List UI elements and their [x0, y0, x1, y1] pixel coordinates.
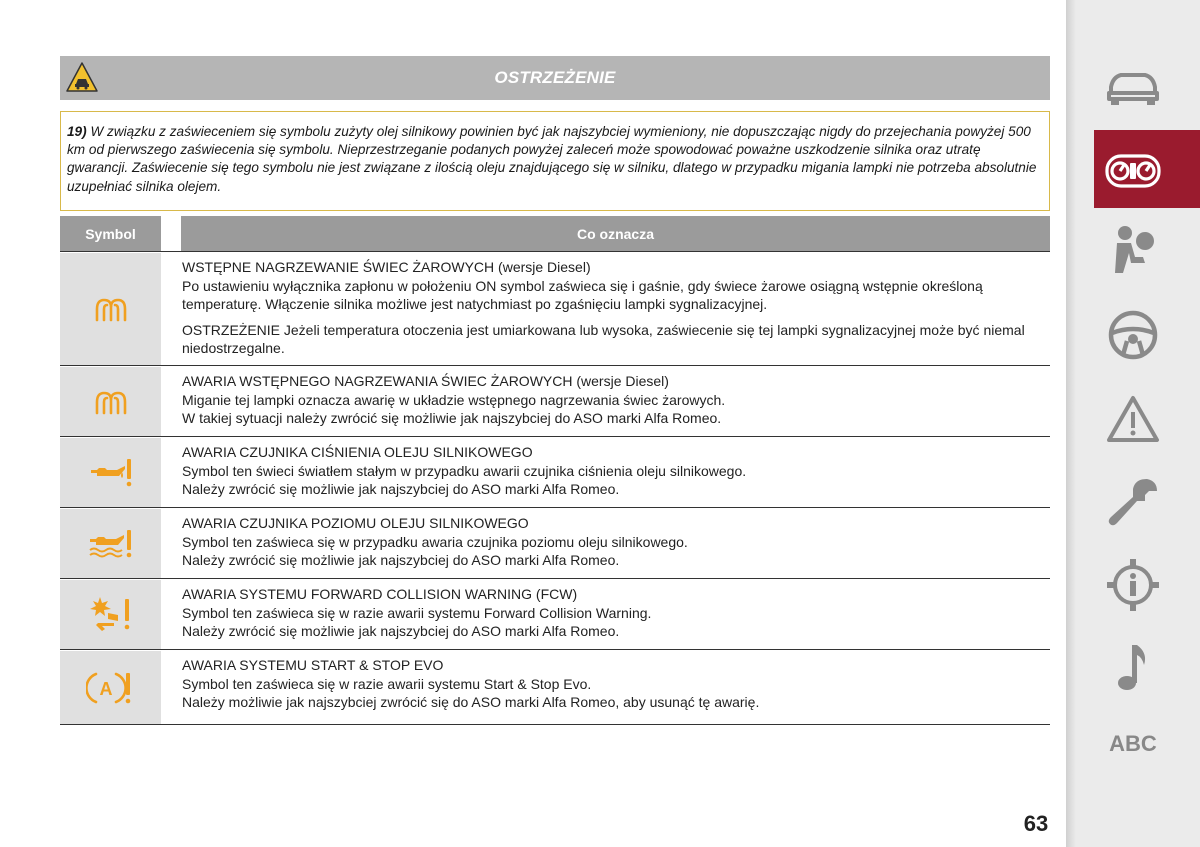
- oil-level-fault-icon: [86, 527, 136, 561]
- fcw-fault-icon: [88, 595, 134, 635]
- row-title: AWARIA SYSTEMU FORWARD COLLISION WARNING (FCW): [182, 586, 578, 602]
- table-row: [60, 436, 1050, 507]
- music-note-icon: [1108, 639, 1158, 695]
- sidebar-item-index[interactable]: ABC: [1109, 731, 1157, 756]
- car-icon: [1105, 67, 1161, 107]
- row-title: AWARIA WSTĘPNEGO NAGRZEWANIA ŚWIEC ŻAROWYCH (wersje Diesel): [182, 373, 669, 389]
- note-text: W związku z zaświeceniem się symbolu zużyty olej silnikowy powinien być jak najszybciej wymieniony, nie dopuszczając nigdy do przejechania powyżej 500 km od pierwszego zaświecenia się symbolu. Nieprzestrzeganie podanych powyżej zaleceń może spowodować poważne uszkodzenie silnika oraz utratę gwarancji. Zaświecenie się tego symbolu nie jest związane z ilością oleju znajdującego się w silniku, dlatego w przypadku migania lampki nie potrzeba absolutnie uzupełniać silnika olejem.: [67, 124, 1037, 194]
- row-title: WSTĘPNE NAGRZEWANIE ŚWIEC ŻAROWYCH (wersje Diesel): [182, 259, 591, 275]
- row-line: Należy możliwie jak najszybciej zwrócić się do ASO marki Alfa Romeo, aby usunąć tę awarię.: [182, 694, 760, 711]
- row-line: Należy zwrócić się możliwie jak najszybciej do ASO marki Alfa Romeo.: [182, 481, 620, 498]
- warning-triangle-icon: [1105, 394, 1161, 444]
- row-title: AWARIA CZUJNIKA CIŚNIENIA OLEJU SILNIKOWEGO: [182, 444, 533, 460]
- sidebar-item-technical[interactable]: [1100, 552, 1166, 618]
- note-number: 19): [67, 124, 87, 139]
- table-header-gap: [161, 216, 181, 251]
- row-title: AWARIA CZUJNIKA POZIOMU OLEJU SILNIKOWEGO: [182, 515, 529, 531]
- glow-plug-icon: [91, 296, 131, 322]
- meaning-cell: [182, 372, 1042, 428]
- meaning-cell: [182, 258, 1042, 358]
- start-stop-fault-icon: [86, 668, 136, 708]
- info-gear-icon: [1105, 557, 1161, 613]
- row-line: Po ustawieniu wyłącznika zapłonu w położeniu ON symbol zaświeca się i gaśnie, gdy świece żarowe osiągną wstępnie określoną temperaturę. Włączenie silnika możliwe jest natychmiast po zgaśnięciu lampki sygnalizacyjnej.: [182, 277, 983, 313]
- table-row: [60, 578, 1050, 649]
- table-bottom-rule: [60, 724, 1050, 725]
- symbol-cell: [60, 651, 161, 724]
- wrench-icon: [1105, 475, 1161, 531]
- meaning-cell: [182, 514, 1042, 570]
- table-header-symbol: Symbol: [60, 216, 161, 251]
- warning-title: OSTRZEŻENIE: [494, 68, 616, 87]
- table-header-meaning: Co oznacza: [181, 216, 1050, 251]
- row-line: Należy zwrócić się możliwie jak najszybciej do ASO marki Alfa Romeo.: [182, 623, 620, 640]
- sidebar-item-maintenance[interactable]: [1100, 470, 1166, 536]
- symbol-cell: [60, 438, 161, 507]
- sidebar-item-car[interactable]: [1100, 54, 1166, 120]
- sidebar-item-dashboard[interactable]: [1100, 138, 1166, 204]
- meaning-cell: [182, 443, 1042, 499]
- row-line: Symbol ten zaświeca się w razie awarii systemu Start & Stop Evo.: [182, 675, 592, 692]
- row-line: W takiej sytuacji należy zwrócić się możliwie jak najszybciej do ASO marki Alfa Romeo.: [182, 410, 722, 427]
- row-line: Symbol ten zaświeca się w razie awarii systemu Forward Collision Warning.: [182, 604, 652, 621]
- row-title: AWARIA SYSTEMU START & STOP EVO: [182, 657, 444, 673]
- symbol-cell: [60, 580, 161, 649]
- sidebar-item-airbag[interactable]: [1100, 218, 1166, 284]
- row-line: OSTRZEŻENIE Jeżeli temperatura otoczenia jest umiarkowana lub wysoka, zaświecenie się tej lampki sygnalizacyjnej może być niemal niedostrzegalne.: [182, 321, 1025, 357]
- table-row: [60, 365, 1050, 436]
- sidebar-item-steering[interactable]: [1100, 302, 1166, 368]
- page-number: 63: [1023, 811, 1049, 836]
- warning-car-icon: [64, 60, 100, 96]
- row-line: Symbol ten zaświeca się w przypadku awaria czujnika poziomu oleju silnikowego.: [182, 533, 688, 550]
- symbol-cell: [60, 367, 161, 436]
- warning-header: [60, 56, 1050, 100]
- row-line: Należy zwrócić się możliwie jak najszybciej do ASO marki Alfa Romeo.: [182, 552, 620, 569]
- oil-pressure-fault-icon: [87, 456, 135, 490]
- row-line: Symbol ten świeci światłem stałym w przypadku awarii czujnika ciśnienia oleju silnikowego.: [182, 462, 747, 479]
- symbol-cell: [60, 253, 161, 365]
- row-line: Miganie tej lampki oznacza awarię w układzie wstępnego nagrzewania świec żarowych.: [182, 391, 726, 408]
- symbol-cell: [60, 509, 161, 578]
- svg-text:A: A: [99, 678, 112, 699]
- meaning-cell: [182, 656, 1042, 712]
- table-row: [60, 507, 1050, 578]
- table-row: [60, 251, 1050, 365]
- sidebar-item-multimedia[interactable]: [1100, 634, 1166, 700]
- glow-plug-icon: [91, 389, 131, 415]
- dashboard-icon: [1104, 151, 1162, 191]
- warning-note: [60, 111, 1050, 211]
- steering-wheel-icon: [1105, 307, 1161, 363]
- sidebar-item-warnings[interactable]: [1100, 386, 1166, 452]
- airbag-icon: [1105, 223, 1161, 279]
- meaning-cell: [182, 585, 1042, 641]
- table-row: [60, 649, 1050, 724]
